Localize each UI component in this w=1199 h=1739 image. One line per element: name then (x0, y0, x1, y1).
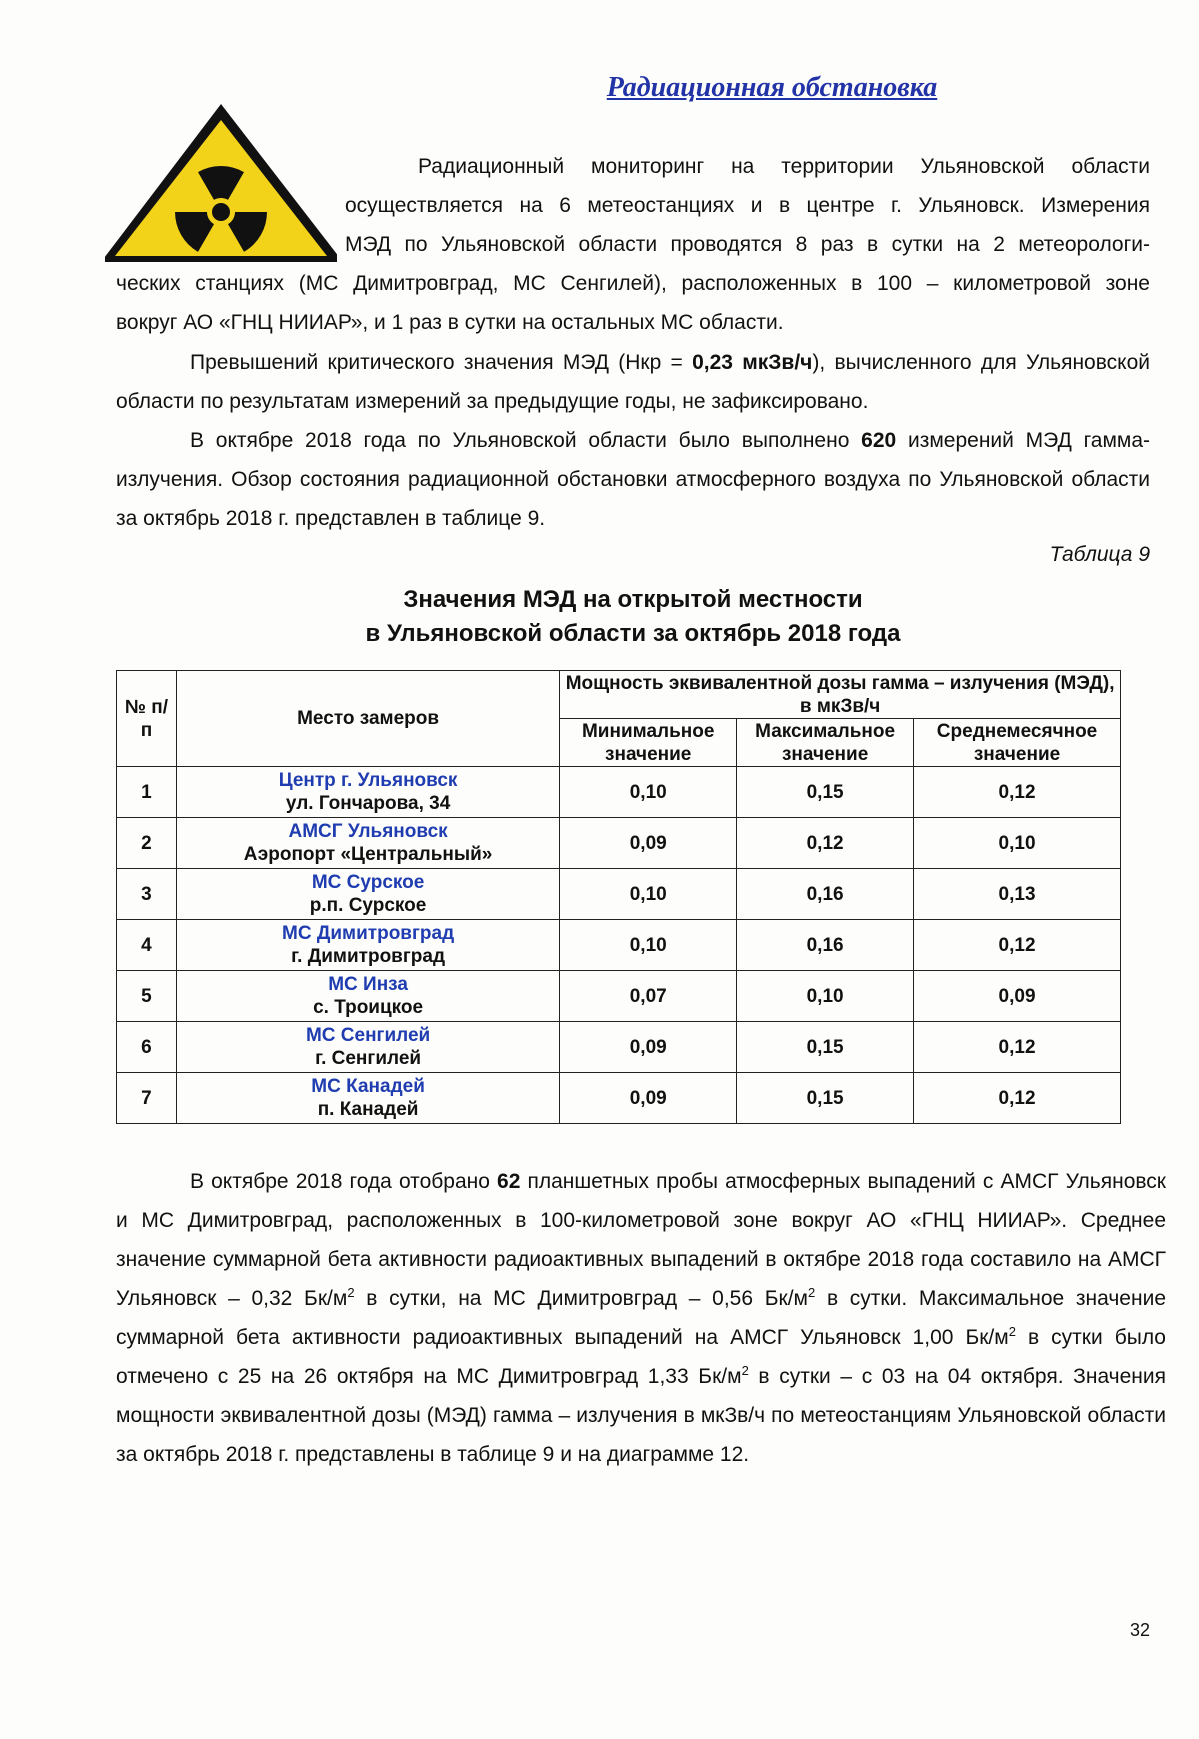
station-name: АМСГ Ульяновск (288, 821, 448, 842)
cell-place (176, 767, 559, 818)
paragraph-monitoring (116, 147, 1150, 342)
text: В октябре 2018 года отобрано (190, 1170, 498, 1193)
cell-min: 0,07 (560, 971, 737, 1022)
station-name: МС Сурское (311, 872, 425, 893)
paragraph-measurements (116, 421, 1150, 538)
cell-max: 0,15 (737, 767, 914, 818)
station-name: МС Сенгилей (305, 1025, 431, 1046)
table-title (0, 583, 1150, 651)
header-place: Место замеров (176, 671, 559, 767)
cell-place (176, 869, 559, 920)
table-label: Таблица 9 (1049, 543, 1150, 566)
cell-place (176, 971, 559, 1022)
header-avg: Среднемесячное значение (914, 719, 1121, 767)
cell-num: 2 (117, 818, 177, 869)
cell-avg: 0,10 (914, 818, 1121, 869)
text-line: осуществляется на 6 метеостанциях и в центре г. Ульяновск. Измерения (345, 194, 1150, 217)
text: в сутки, на МС Димитровград – 0,56 Бк/м (354, 1287, 808, 1310)
station-name: МС Канадей (311, 1076, 425, 1097)
cell-max: 0,16 (737, 869, 914, 920)
cell-max: 0,10 (737, 971, 914, 1022)
station-address: с. Троицкое (313, 997, 424, 1018)
header-min: Минимальное значение (560, 719, 737, 767)
page-number: 32 (1129, 1620, 1150, 1640)
text-line: ческих станциях (МС Димитровград, МС Сенгилей), расположенных в 100 – километровой зоне (116, 272, 1150, 295)
table-row (117, 1073, 1121, 1124)
cell-min: 0,10 (560, 767, 737, 818)
header-group: Мощность эквивалентной дозы гамма – излучения (МЭД), в мкЗв/ч (560, 671, 1121, 719)
table-title-line: Значения МЭД на открытой местности (403, 586, 863, 613)
cell-min: 0,09 (560, 1073, 737, 1124)
cell-num: 6 (117, 1022, 177, 1073)
text-line: вокруг АО «ГНЦ НИИАР», и 1 раз в сутки на остальных МС области. (116, 311, 784, 334)
cell-num: 7 (117, 1073, 177, 1124)
table-row (117, 869, 1121, 920)
cell-max: 0,12 (737, 818, 914, 869)
text: ), вычисленного для Ульяновской области по результатам измерений за предыдущие годы, не зафиксировано. (116, 351, 1150, 413)
station-name: Центр г. Ульяновск (278, 770, 458, 791)
station-name: МС Димитровград (282, 923, 455, 944)
superscript: 2 (1008, 1324, 1016, 1339)
station-address: п. Канадей (317, 1099, 419, 1120)
cell-max: 0,15 (737, 1073, 914, 1124)
cell-min: 0,10 (560, 869, 737, 920)
table-row (117, 818, 1121, 869)
cell-avg: 0,09 (914, 971, 1121, 1022)
cell-place (176, 920, 559, 971)
table-row (117, 767, 1121, 818)
text: в сутки. Максимальное значение суммарной бета активности радиоактивных выпадений на АМСГ Ульяновск 1,00 Бк/м (116, 1287, 1166, 1349)
cell-place (176, 818, 559, 869)
cell-avg: 0,12 (914, 1073, 1121, 1124)
text-line: МЭД по Ульяновской области проводятся 8 раз в сутки на 2 метеорологи- (345, 233, 1150, 256)
sample-count: 62 (497, 1170, 521, 1193)
cell-avg: 0,13 (914, 869, 1121, 920)
text: в сутки было отмечено с 25 на 26 октября на МС Димитровград 1,33 Бк/м (116, 1326, 1166, 1388)
superscript: 2 (741, 1363, 749, 1378)
text: измерений МЭД гамма-излучения. Обзор состояния радиационной обстановки атмосферного воздуха по Ульяновской области за октябрь 2018 г. представлен в таблице 9. (116, 429, 1150, 530)
paragraph-critical-value (116, 343, 1150, 421)
cell-min: 0,10 (560, 920, 737, 971)
cell-max: 0,15 (737, 1022, 914, 1073)
paragraph-fallout (116, 1162, 1166, 1474)
superscript: 2 (347, 1285, 355, 1300)
station-address: р.п. Сурское (309, 895, 427, 916)
station-address: Аэропорт «Центральный» (243, 844, 493, 865)
cell-avg: 0,12 (914, 767, 1121, 818)
station-name: МС Инза (328, 974, 408, 995)
cell-place (176, 1073, 559, 1124)
text: Превышений критического значения МЭД (Нкр = (190, 351, 693, 374)
table-row (117, 1022, 1121, 1073)
critical-value: 0,23 мкЗв/ч (692, 351, 813, 374)
text: планшетных пробы атмосферных выпадений с АМСГ Ульяновск и МС Димитровград, расположенных в 100-километровой зоне вокруг АО «ГНЦ НИИАР». Среднее значение суммарной бета активности радиоактивных выпадений в октябре 2018 года составило на АМСГ Ульяновск – 0,32 Бк/м (116, 1170, 1166, 1310)
measurement-count: 620 (861, 429, 897, 452)
text: в сутки – с 03 на 04 октября. Значения мощности эквивалентной дозы (МЭД) гамма – излучения в мкЗв/ч по метеостанциям Ульяновской области за октябрь 2018 г. представлены в таблице 9 и на диаграмме 12. (116, 1365, 1167, 1466)
text: В октябре 2018 года по Ульяновской области было выполнено (190, 429, 862, 452)
station-address: г. Сенгилей (315, 1048, 422, 1069)
cell-num: 5 (117, 971, 177, 1022)
text-line: Радиационный мониторинг на территории Ульяновской области (418, 155, 1150, 178)
station-address: ул. Гончарова, 34 (285, 793, 451, 814)
header-max: Максимальное значение (737, 719, 914, 767)
cell-num: 4 (117, 920, 177, 971)
section-title: Радиационная обстановка (606, 72, 938, 103)
table-row (117, 920, 1121, 971)
med-table (116, 670, 1121, 1124)
superscript: 2 (808, 1285, 816, 1300)
table-row (117, 971, 1121, 1022)
cell-num: 3 (117, 869, 177, 920)
cell-max: 0,16 (737, 920, 914, 971)
cell-avg: 0,12 (914, 1022, 1121, 1073)
cell-min: 0,09 (560, 818, 737, 869)
cell-place (176, 1022, 559, 1073)
station-address: г. Димитровград (291, 946, 446, 967)
header-num: № п/п (117, 671, 177, 767)
cell-num: 1 (117, 767, 177, 818)
cell-avg: 0,12 (914, 920, 1121, 971)
table-title-line: в Ульяновской области за октябрь 2018 года (365, 620, 901, 647)
cell-min: 0,09 (560, 1022, 737, 1073)
